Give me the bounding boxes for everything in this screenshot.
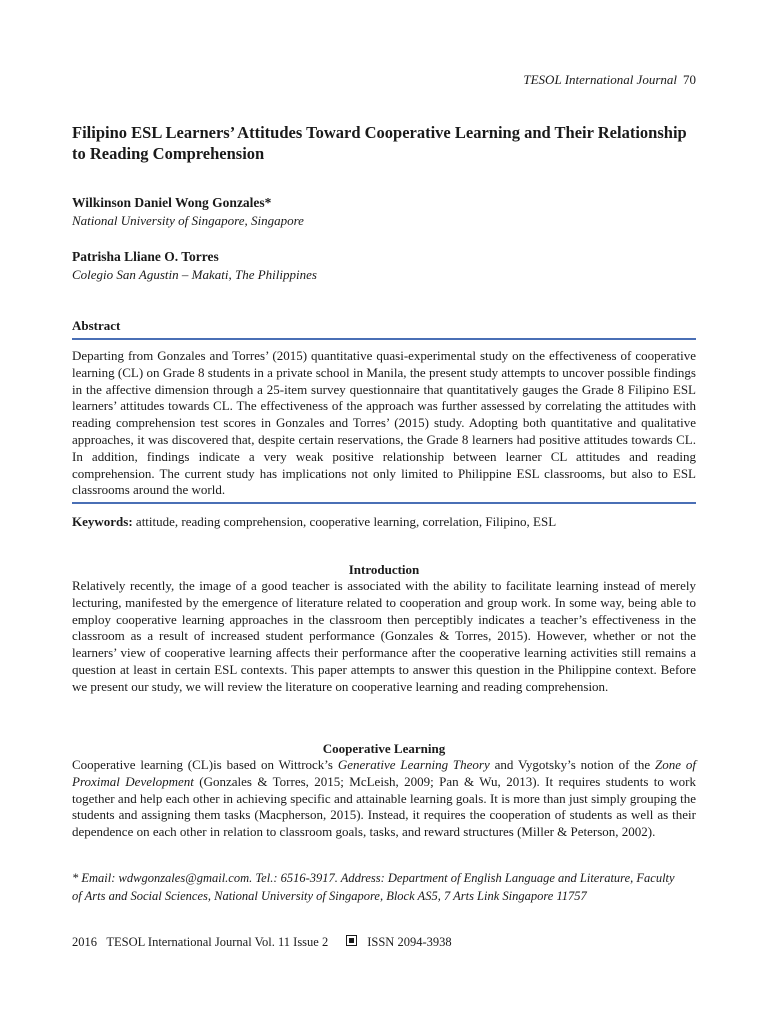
introduction-text: Relatively recently, the image of a good teacher is associated with the ability to facilitate learning instead of merely lecturing, manifested by the emergence of literature related to cooperation and group work. In some way, being able to employ cooperative learning approaches in the classroom then perceptibly indicates a teacher’s effectiveness in the classroom as a result of increased student performance (Gonzales & Torres, 2015). However, whether or not the learners’ view of cooperative learning affects their performance after the cooperative learning activities still remains a question at least in certain ESL contexts. This paper attempts to answer this question in the Philippine context. Before we present our study, we will review the literature on cooperative learning and reading comprehension. [72,578,696,694]
abstract-top-rule [72,338,696,340]
footer-journal-issue: TESOL International Journal Vol. 11 Issue 2 [106,935,329,949]
paper-title: Filipino ESL Learners’ Attitudes Toward Cooperative Learning and Their Relationship to Reading Comprehension [72,123,687,163]
footer-year: 2016 [72,935,97,949]
author-name: Wilkinson Daniel Wong Gonzales* [72,195,272,210]
introduction-section [72,561,696,696]
author-affiliation: National University of Singapore, Singapore [72,213,304,228]
cl-text-part-1: Cooperative learning (CL)is based on Wittrock’s [72,757,338,772]
cooperative-learning-section [72,740,696,841]
author-name: Patrisha Lliane O. Torres [72,249,219,264]
cl-zpd-name: Zone of Proximal Development [72,757,696,789]
abstract-text: Departing from Gonzales and Torres’ (2015) quantitative quasi-experimental study on the effectiveness of cooperative learning (CL) on Grade 8 students in a private school in Manila, the present study attempts to uncover possible findings in the affective dimension through a 25-item survey questionnaire that quantitatively gauges the Grade 8 Filipino ESL learners’ attitudes towards CL. The effectiveness of the approach was further assessed by correlating the attitudes with reading comprehension test scores in Gonzales and Torres’ (2015) study. Adopting both quantitative and qualitative approaches, it was discovered that, despite certain reservations, the Grade 8 learners had positive attitudes towards CL. In addition, findings indicate a very weak positive relationship between learner CL attitudes and reading comprehension. The current study has implications not only limited to Philippine ESL classrooms, but also to ESL classrooms around the world. [72,348,696,498]
author-footnote [72,869,696,905]
running-head-journal: TESOL International Journal [523,72,677,87]
footnote-line-1: * Email: wdwgonzales@gmail.com. Tel.: 6516-3917. Address: Department of English Language and Literature, Faculty [72,871,675,885]
footnote-line-2: of Arts and Social Sciences, National University of Singapore, Block AS5, 7 Arts Link Singapore 11757 [72,889,587,903]
footer-issn: ISSN 2094-3938 [367,935,452,949]
keywords-text: attitude, reading comprehension, cooperative learning, correlation, Filipino, ESL [135,514,557,529]
introduction-heading: Introduction [348,562,420,577]
abstract-bottom-rule [72,502,696,504]
keywords-label: Keywords: [72,514,133,529]
page-number: 70 [683,72,696,87]
abstract-heading: Abstract [72,318,121,333]
cl-text-part-3: (Gonzales & Torres, 2015; McLeish, 2009; Pan & Wu, 2013). It requires students to work together and help each other in achieving specific and attainable learning goals. It is more than just simply grouping the students and assigning them tasks (Macpherson, 2015). Instead, it requires the cooperation of students as well as their dependence on each other in relation to classroom goals, tasks, and reward structures (Miller & Peterson, 2002). [72,773,696,840]
running-head [523,72,696,88]
cl-theory-name: Generative Learning Theory [337,757,490,772]
cl-text-part-2: and Vygotsky’s notion of the [489,757,656,772]
keywords [72,514,696,530]
author-affiliation: Colegio San Agustin – Makati, The Philippines [72,267,317,282]
author-1 [72,194,696,230]
author-2 [72,248,696,284]
cooperative-learning-text [72,757,696,841]
square-bullet-icon [346,935,357,946]
page-footer [72,935,696,950]
cooperative-learning-heading: Cooperative Learning [322,741,446,756]
